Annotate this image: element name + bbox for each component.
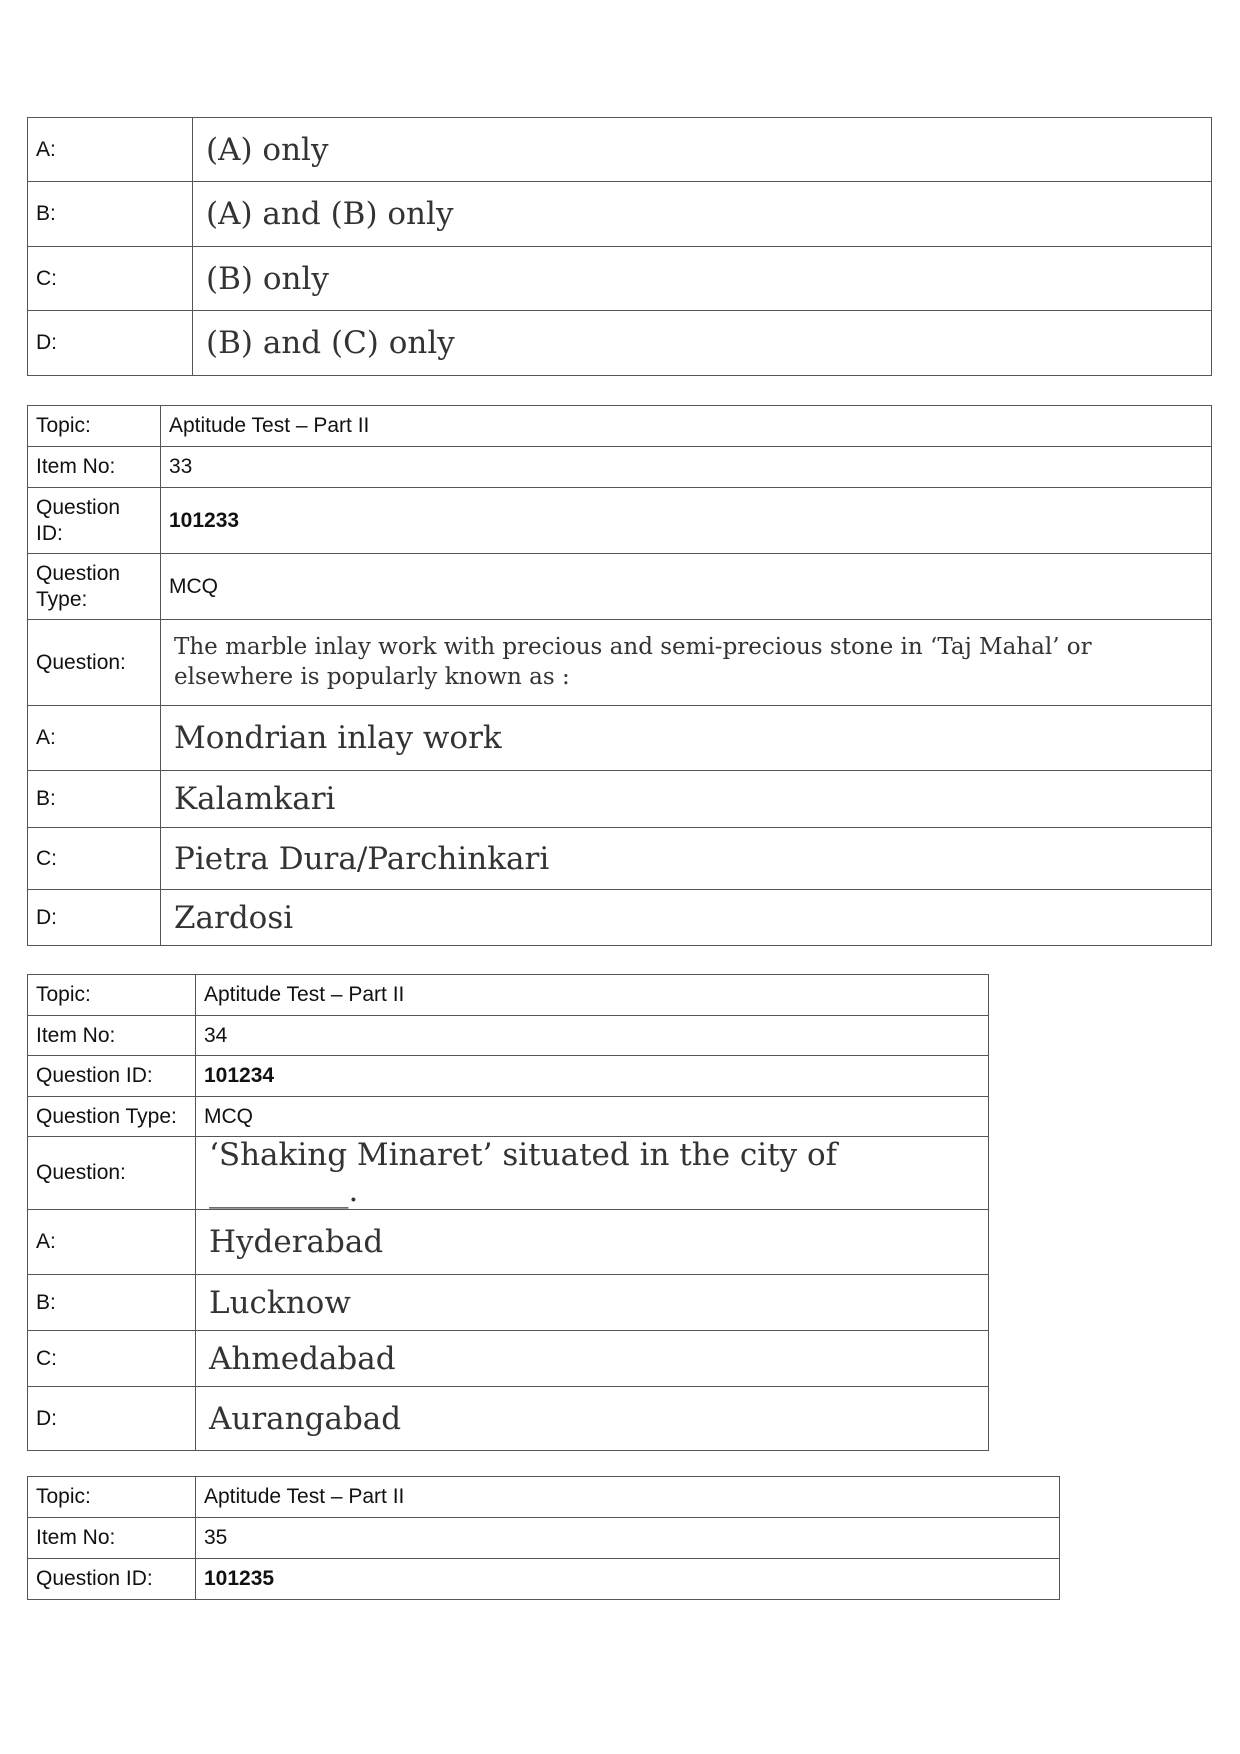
option-row xyxy=(28,1387,989,1451)
option-text: Ahmedabad xyxy=(196,1331,989,1387)
question-33-table xyxy=(27,405,1212,946)
option-label: C: xyxy=(28,247,193,311)
option-text: (B) only xyxy=(193,247,1212,311)
option-label: A: xyxy=(28,118,193,182)
topic-row xyxy=(28,975,989,1016)
question-type-label: Question Type: xyxy=(28,1097,196,1137)
option-row xyxy=(28,890,1212,946)
option-text: (A) and (B) only xyxy=(193,182,1212,247)
item-no-value: 33 xyxy=(161,447,1212,488)
question-text: ‘Shaking Minaret’ situated in the city of _________. xyxy=(196,1137,989,1210)
topic-label: Topic: xyxy=(28,1477,196,1518)
topic-label: Topic: xyxy=(28,406,161,447)
option-row xyxy=(28,182,1212,247)
question-label: Question: xyxy=(28,620,161,706)
question-text: The marble inlay work with precious and semi-precious stone in ‘Taj Mahal’ or elsewhere is popularly known as : xyxy=(161,620,1212,706)
question-label: Question: xyxy=(28,1137,196,1210)
question-34-table xyxy=(27,974,989,1451)
topic-value: Aptitude Test – Part II xyxy=(161,406,1212,447)
option-label: A: xyxy=(28,706,161,771)
option-text: Lucknow xyxy=(196,1275,989,1331)
option-label: D: xyxy=(28,1387,196,1451)
question-type-row xyxy=(28,554,1212,620)
option-text: Aurangabad xyxy=(196,1387,989,1451)
option-text: Zardosi xyxy=(161,890,1212,946)
topic-value: Aptitude Test – Part II xyxy=(196,1477,1060,1518)
topic-row xyxy=(28,1477,1060,1518)
option-text: Kalamkari xyxy=(161,771,1212,828)
question-id-label: Question ID: xyxy=(28,488,161,554)
option-text: (B) and (C) only xyxy=(193,311,1212,376)
option-text: Hyderabad xyxy=(196,1210,989,1275)
option-text: (A) only xyxy=(193,118,1212,182)
option-row xyxy=(28,706,1212,771)
option-label: C: xyxy=(28,1331,196,1387)
question-id-value: 101233 xyxy=(161,488,1212,554)
option-row xyxy=(28,828,1212,890)
question-id-row xyxy=(28,488,1212,554)
item-no-label: Item No: xyxy=(28,447,161,488)
topic-row xyxy=(28,406,1212,447)
question-type-label: Question Type: xyxy=(28,554,161,620)
question-id-label: Question ID: xyxy=(28,1559,196,1600)
topic-label: Topic: xyxy=(28,975,196,1016)
question-id-label: Question ID: xyxy=(28,1056,196,1097)
option-label: A: xyxy=(28,1210,196,1275)
question-type-value: MCQ xyxy=(196,1097,989,1137)
topic-value: Aptitude Test – Part II xyxy=(196,975,989,1016)
item-row xyxy=(28,1016,989,1056)
question-id-row xyxy=(28,1056,989,1097)
question-type-value: MCQ xyxy=(161,554,1212,620)
option-label: D: xyxy=(28,890,161,946)
question-35-table xyxy=(27,1476,1060,1600)
item-no-label: Item No: xyxy=(28,1518,196,1559)
question-type-row xyxy=(28,1097,989,1137)
option-row xyxy=(28,311,1212,376)
item-no-value: 35 xyxy=(196,1518,1060,1559)
option-text: Mondrian inlay work xyxy=(161,706,1212,771)
option-row xyxy=(28,1331,989,1387)
item-row xyxy=(28,1518,1060,1559)
option-row xyxy=(28,247,1212,311)
question-row xyxy=(28,1137,989,1210)
option-label: C: xyxy=(28,828,161,890)
option-label: B: xyxy=(28,1275,196,1331)
option-row xyxy=(28,1275,989,1331)
option-label: B: xyxy=(28,182,193,247)
question-id-value: 101235 xyxy=(196,1559,1060,1600)
option-row xyxy=(28,118,1212,182)
option-row xyxy=(28,771,1212,828)
prev-question-options-table xyxy=(27,117,1212,376)
item-row xyxy=(28,447,1212,488)
question-id-value: 101234 xyxy=(196,1056,989,1097)
option-label: B: xyxy=(28,771,161,828)
option-row xyxy=(28,1210,989,1275)
question-id-row xyxy=(28,1559,1060,1600)
item-no-label: Item No: xyxy=(28,1016,196,1056)
item-no-value: 34 xyxy=(196,1016,989,1056)
option-text: Pietra Dura/Parchinkari xyxy=(161,828,1212,890)
question-row xyxy=(28,620,1212,706)
option-label: D: xyxy=(28,311,193,376)
